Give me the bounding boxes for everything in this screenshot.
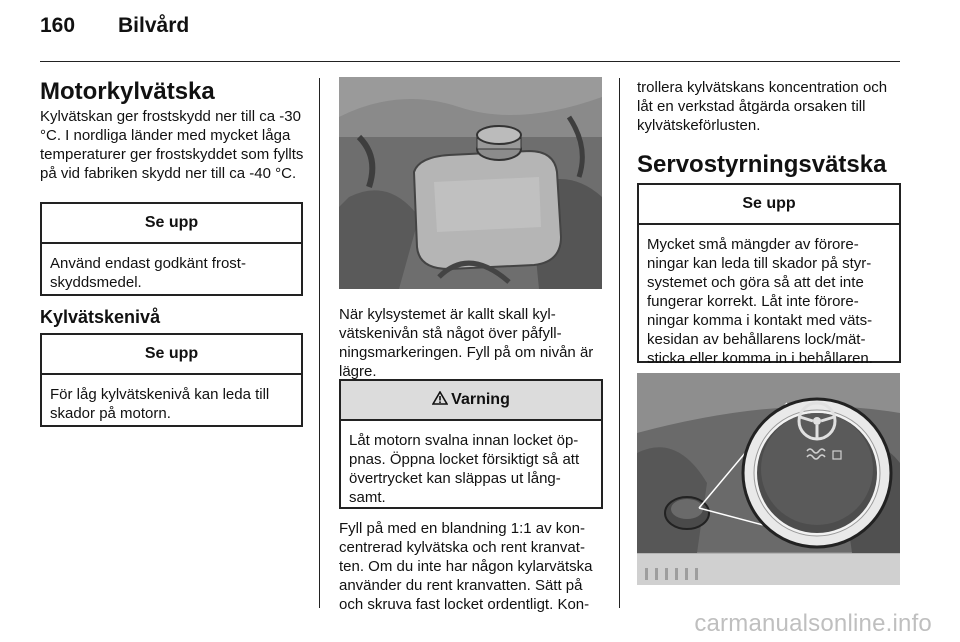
column-1 bbox=[40, 78, 304, 183]
notice-text-1: Använd endast godkänt frost-skyddsmedel. bbox=[50, 255, 246, 291]
notice-heading-2: Se upp bbox=[42, 335, 301, 375]
power-steering-heading: Servostyrningsvätska bbox=[637, 151, 887, 178]
watermark: carmanualsonline.info bbox=[694, 610, 932, 637]
notice-text-2: För låg kylvätskenivå kan leda till skador på motorn. bbox=[50, 386, 270, 422]
notice-heading-1: Se upp bbox=[42, 204, 301, 244]
notice-heading-3: Se upp bbox=[639, 185, 899, 225]
warning-box bbox=[339, 379, 603, 509]
column-divider-2 bbox=[619, 78, 620, 608]
coolant-level-text: När kylsystemet är kallt skall kyl-vätskenivån stå något över påfyll-ningsmarkeringen. Fyll på om nivån är lägre. bbox=[339, 306, 594, 380]
warning-heading: Varning bbox=[451, 391, 510, 408]
notice-box-3 bbox=[637, 183, 901, 367]
coolant-level-heading: Kylvätskenivå bbox=[40, 307, 161, 327]
continued-text: trollera kylvätskans koncentration och låt en verkstad åtgärda orsaken till kylvätskeförlusten. bbox=[637, 79, 888, 134]
coolant-heading: Motorkylvätska bbox=[40, 78, 215, 105]
page-number: 160 bbox=[40, 14, 76, 37]
column-divider-1 bbox=[319, 78, 320, 608]
coolant-reservoir-photo bbox=[339, 77, 602, 289]
warning-text: Låt motorn svalna innan locket öp-pnas. Öppna locket försiktigt så att övertrycket kan släppas ut lång-samt. bbox=[349, 432, 580, 506]
warning-triangle-icon bbox=[432, 391, 448, 409]
section-title: Bilvård bbox=[118, 14, 190, 37]
notice-box-2 bbox=[40, 333, 303, 427]
notice-box-1 bbox=[40, 202, 303, 296]
coolant-intro: Kylvätskan ger frostskydd ner till ca -30 °C. I nordliga länder med mycket låga temperaturer ger frostskyddet som fyllts på vid fabriken skydd ner till ca -40 °C. bbox=[40, 108, 304, 182]
warning-heading-row bbox=[341, 381, 601, 421]
coolant-reservoir-illustration bbox=[339, 77, 602, 289]
notice-text-3: Mycket små mängder av förore-ningar kan leda till skador på styr-systemet och göra så att det inte fungerar korrekt. Låt inte förore-ningar komma i kontakt med väts-kesidan av behållarens lock/mät-sticka eller komma in i behållaren. bbox=[647, 236, 873, 367]
refill-text: Fyll på med en blandning 1:1 av kon-centrerad kylvätska och rent kranvat-ten. Om du inte har någon kylarvätska använder du rent kranvatten. Sätt på och skruva fast locket ordentligt. Kon- bbox=[339, 520, 593, 613]
header-rule bbox=[40, 61, 900, 62]
power-steering-photo bbox=[637, 373, 900, 585]
